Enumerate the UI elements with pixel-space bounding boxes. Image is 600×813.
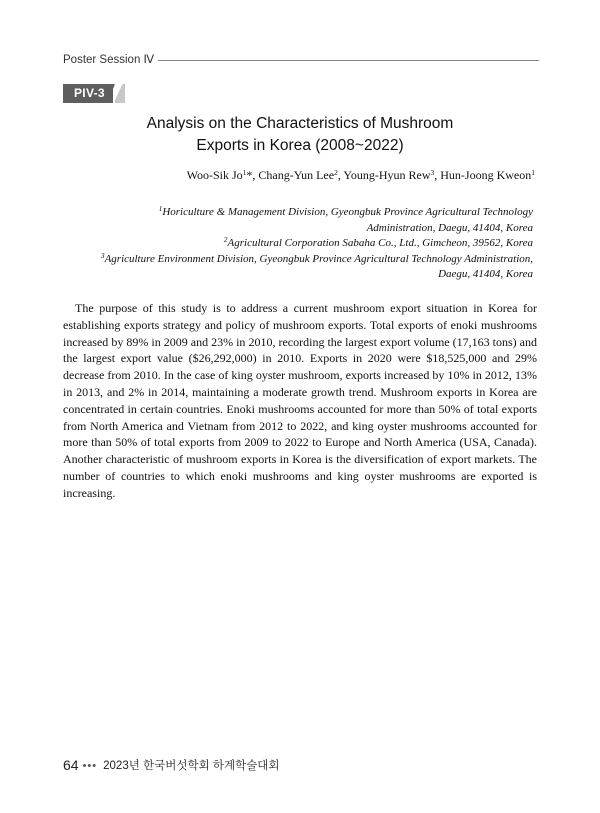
footer-dots: ••• (82, 760, 98, 772)
author-separator: , (252, 168, 259, 182)
author-name: Woo-Sik Jo (186, 168, 243, 182)
running-header (63, 52, 539, 68)
author-affil-mark: 3 (430, 168, 435, 177)
affiliation-number: 2 (223, 235, 228, 245)
badge-slant (107, 84, 115, 103)
paper-title-line-1: Analysis on the Characteristics of Mushroom (146, 115, 454, 132)
author-affil-mark: 2 (334, 168, 338, 177)
badge-label: PIV-3 (74, 86, 105, 100)
header-rule (158, 60, 539, 61)
conference-name: 2023년 한국버섯학회 하계학술대회 (103, 760, 280, 772)
poster-badge (63, 84, 125, 103)
abstract-body: The purpose of this study is to address a current mushroom export situation in Korea for establishing exports strategy and policy of mushroom exports. Total exports of enoki mushrooms increased by 89% in 2009 and 23% in 2010, recording the largest export volume (17,163 tons) and the largest export value ($26,292,000) in 2010. Exports in 2020 were $18,525,000 and 29% decrease from 2010. In the case of king oyster mushroom, exports increased by 10% in 2012, 13% in 2013, and 2% in 2014, maintaining a moderate growth trend. Mushroom exports in Korea are concentrated in certain countries. Enoki mushrooms accounted for more than 50% of total exports from North America and Vietnam from 2012 to 2022, and king oyster mushrooms accounted for more than 50% of total exports from 2009 to 2022 to Europe and North America (USA, Canada). Another characteristic of mushroom exports in Korea is the diversification of export markets. The number of countries to which enoki mushrooms and king oyster mushrooms are exported is increasing. (63, 301, 537, 500)
affiliation-3-cont: Daegu, 41404, Korea (438, 268, 533, 281)
author-affil-mark: 1 (531, 168, 535, 177)
affiliation-number: 3 (100, 250, 105, 260)
affiliation-1-cont: Administration, Daegu, 41404, Korea (366, 221, 533, 234)
author-name: Chang-Yun Lee (258, 168, 335, 182)
author-separator: , (337, 168, 344, 182)
paper-title-line-2: Exports in Korea (2008~2022) (196, 137, 404, 154)
author-name: Hun-Joong Kweon (440, 168, 532, 182)
author-list (100, 167, 535, 183)
author-name: Young-Hyun Rew (343, 168, 431, 182)
page-number: 64 (63, 757, 79, 773)
affiliation-1: $^1$Horiculture & Management Division, Gyeongbuk Province Agricultural Technology (158, 204, 533, 218)
page-footer (63, 757, 280, 774)
session-label: Poster Session Ⅳ (63, 54, 155, 66)
affiliation-3: $^3$Agriculture Environment Division, Gyeongbuk Province Agricultural Technology Administration, (100, 250, 533, 265)
affiliation-2: $^2$Agricultural Corporation Sabaha Co., Ltd., Gimcheon, 39562, Korea (223, 235, 533, 250)
badge-tail (115, 84, 125, 103)
affiliation-list (100, 205, 533, 283)
author-affil-mark: 1 (242, 168, 247, 177)
affiliation-number: 1 (158, 204, 163, 213)
corresponding-mark: * (246, 168, 253, 182)
author-separator: , (434, 168, 441, 182)
